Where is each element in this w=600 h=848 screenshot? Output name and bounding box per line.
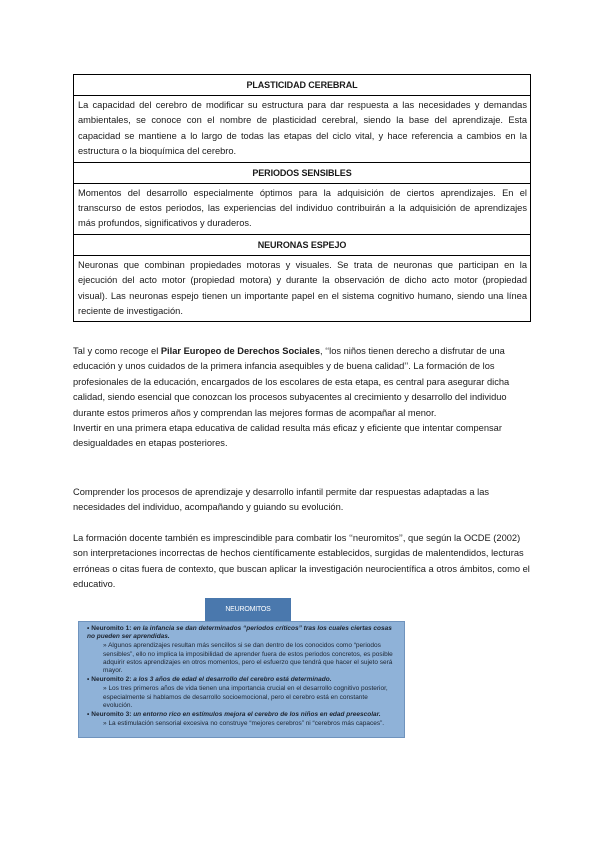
p1-bold: Pilar Europeo de Derechos Sociales (160, 346, 320, 356)
bullet-2: • (87, 676, 90, 684)
neuromitos-figure-title: NEUROMITOS (205, 598, 291, 621)
paragraph-invertir: Invertir en una primera etapa educativa de calidad resulta más eficaz y eficiente que intentar compensar desigualdades en etapas posteriores. (73, 423, 502, 449)
neuromito-3-sub: La estimulación sensorial excesiva no construye “mejores cerebros” ni “cerebros más capaces”. (108, 720, 385, 728)
neuromito-3-claim: un entorno rico en estímulos mejora el cerebro de los niños en edad preescolar. (133, 711, 381, 719)
p1-pre: Tal y como recoge el (73, 346, 161, 356)
neuromitos-figure (78, 621, 405, 738)
paragraph-neuromitos-text: La formación docente también es imprescindible para combatir los ‘‘neuromitos’’, que según la OCDE (2002) son interpretaciones incorrectas de hechos científicamente establecidos, surgidas de malentendidos, lecturas erróneas o citas fuera de contexto, que buscan aplicar la investigación neurocientífica a otros ámbitos, como el educativo. (73, 533, 530, 590)
table-cell-periodos: Momentos del desarrollo especialmente óptimos para la adquisición de ciertos aprendizajes. En el transcurso de estos periodos, las experiencias del individuo contribuirán a la adquisición de aprendizajes más profundos, significativos y duraderos. (74, 184, 530, 235)
table-cell-neuronas: Neuronas que combinan propiedades motoras y visuales. Se trata de neuronas que participan en la ejecución del acto motor (propiedad motora) y durante la observación de dicho acto motor (propiedad visual). Las neuronas espejo tienen un importante papel en el sistema cognitivo humano, siendo una línea reciente de investigación. (74, 256, 530, 323)
neuromito-1-label: Neuromito 1: (91, 625, 132, 632)
table-header-periodos: PERIODOS SENSIBLES (74, 163, 530, 184)
neuromito-1-explanation (103, 642, 398, 675)
paragraph-neuromitos (73, 531, 533, 593)
p1-post: , ‘‘los niños tienen derecho a disfrutar de una educación y unos cuidados de la primera infancia asequibles y de buena calidad’’. La formación de los profesionales de la educación, encargados de los escolares de esta etapa, es central para asegurar dicha calidad, siendo esencial que conozcan los procesos subyacentes al crecimiento y desarrollo del individuo durante estos primeros años y comprendan las mejores formas de acompañar al menor. (73, 346, 510, 418)
bullet-3: • (87, 711, 90, 719)
table-cell-plasticidad: La capacidad del cerebro de modificar su estructura para dar respuesta a las necesidades y demandas ambientales, se conoce con el nombre de plasticidad cerebral, siendo la base del aprendizaje. Esta capacidad se mantiene a lo largo de todas las etapas del ciclo vital, y hace referencia a cambios en la estructura o la bioquímica del cerebro. (74, 96, 530, 163)
neuromito-2-label: Neuromito 2: (91, 676, 132, 684)
sub-bullet-1: » (103, 642, 107, 650)
paragraph-comprender (73, 485, 533, 516)
paragraph-comprender-text: Comprender los procesos de aprendizaje y desarrollo infantil permite dar respuestas adaptadas a las necesidades del individuo, acompañando y guiando su evolución. (73, 487, 490, 513)
neuromito-2-claim: a los 3 años de edad el desarrollo del cerebro está determinado. (133, 676, 332, 684)
neuromito-2-sub: Los tres primeros años de vida tienen una importancia crucial en el desarrollo cognitivo posterior, especialmente si hablamos de desarrollo socioemocional, pero el cerebro está en constante evolución. (103, 685, 388, 709)
sub-bullet-2: » (103, 685, 107, 693)
bullet-1: • (87, 625, 90, 632)
neuromito-1-claim: en la infancia se dan determinados “periodos críticos” tras los cuales ciertas cosas no pueden ser aprendidas. (87, 625, 392, 641)
sub-bullet-3: » (103, 720, 107, 728)
table-header-plasticidad: PLASTICIDAD CEREBRAL (74, 75, 530, 96)
neuromito-2-explanation (103, 685, 398, 710)
neuromito-3-label: Neuromito 3: (91, 711, 132, 719)
paragraph-pilar-europeo (73, 344, 533, 452)
neuromito-1 (87, 625, 398, 641)
neuromito-3 (87, 711, 398, 719)
neuromito-2 (87, 676, 398, 684)
neuromito-3-explanation (103, 720, 398, 728)
table-header-neuronas: NEURONAS ESPEJO (74, 235, 530, 256)
neuromito-1-sub: Algunos aprendizajes resultan más sencillos si se dan dentro de los conocidos como “periodos sensibles”, ello no implica la imposibilidad de aprender fuera de estos periodos concretos, es posible adquirir estos aprendizajes en otros momentos, pero el esfuerzo que tendrá que hacer el sujeto será mayor. (103, 642, 393, 675)
concepts-table (73, 74, 531, 322)
